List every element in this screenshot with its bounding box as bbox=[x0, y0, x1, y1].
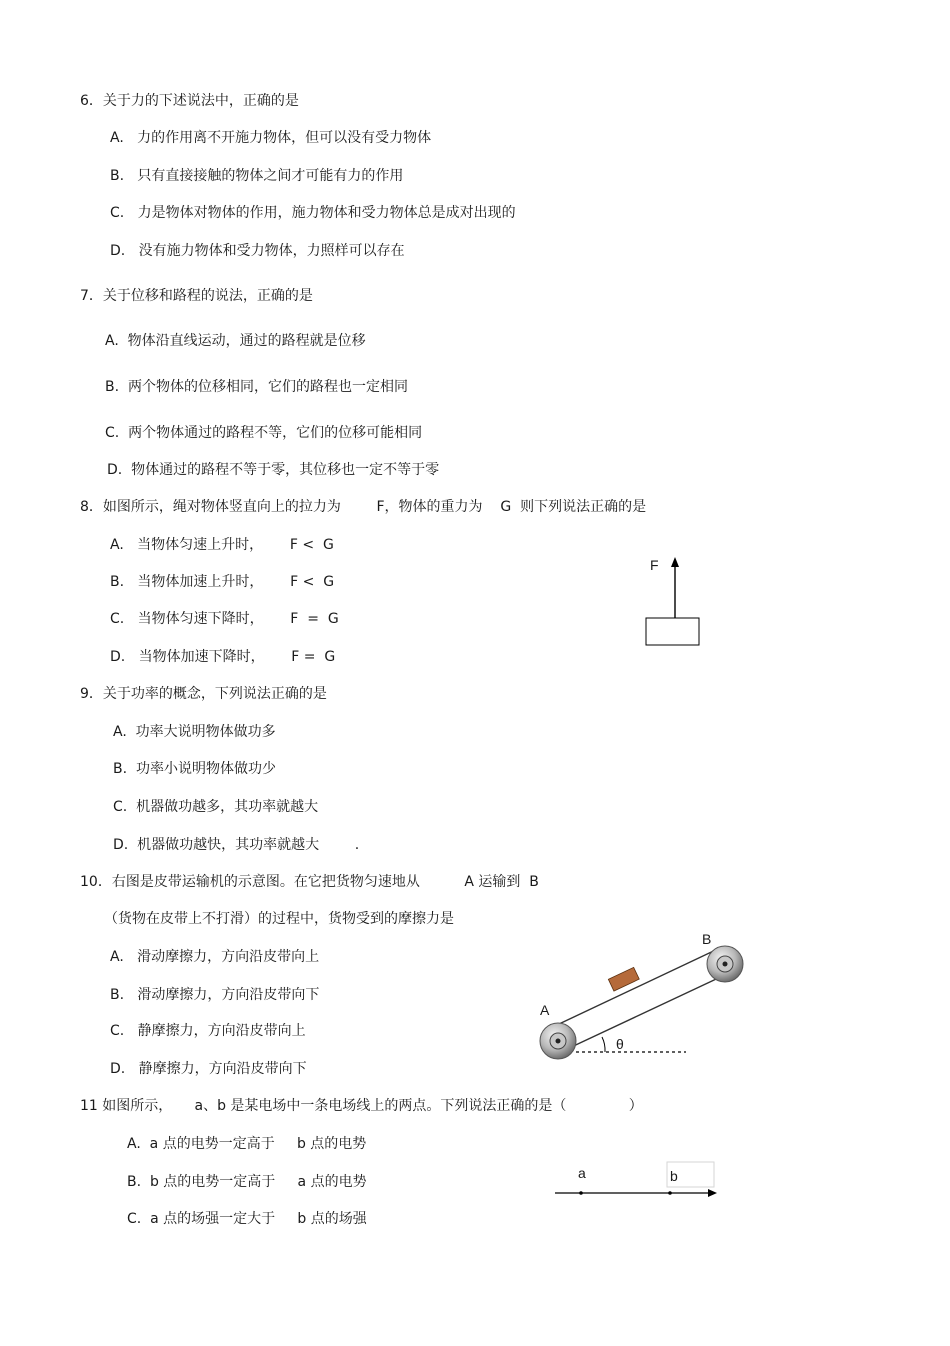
question-10-option-b: B. 滑动摩擦力，方向沿皮带向下 bbox=[110, 987, 320, 1003]
belt-lower bbox=[565, 973, 729, 1050]
question-7-option-b: B. 两个物体的位移相同，它们的路程也一定相同 bbox=[105, 379, 408, 395]
question-11-option-a: A. a 点的电势一定高于 b 点的电势 bbox=[127, 1136, 367, 1152]
question-8-stem: 8．如图所示，绳对物体竖直向上的拉力为 F，物体的重力为 G 则下列说法正确的是 bbox=[80, 499, 647, 515]
question-11-option-c: C. a 点的场强一定大于 b 点的场强 bbox=[127, 1211, 367, 1227]
question-10-option-d: D. 静摩擦力，方向沿皮带向下 bbox=[110, 1061, 307, 1077]
question-8-option-c: C. 当物体匀速下降时， F = G bbox=[110, 611, 339, 627]
point-a-label: A bbox=[540, 1002, 550, 1018]
field-line-svg bbox=[550, 1158, 725, 1203]
question-11-stem: 11 如图所示， a、b 是某电场中一条电场线上的两点。下列说法正确的是（ ） bbox=[80, 1098, 643, 1114]
point-b-label: B bbox=[702, 931, 712, 947]
point-b-label: b bbox=[670, 1168, 678, 1184]
force-diagram bbox=[640, 552, 710, 652]
field-line-diagram bbox=[550, 1158, 725, 1203]
question-7-stem: 7．关于位移和路程的说法，正确的是 bbox=[80, 288, 313, 304]
question-10-option-c: C. 静摩擦力，方向沿皮带向上 bbox=[110, 1023, 306, 1039]
field-line-arrowhead bbox=[708, 1189, 717, 1197]
question-8-option-b: B. 当物体加速上升时， F < G bbox=[110, 574, 335, 590]
pulley-a-axle bbox=[556, 1039, 561, 1044]
point-a-label: a bbox=[578, 1165, 586, 1181]
hanging-block bbox=[646, 618, 699, 645]
question-8-option-a: A. 当物体匀速上升时， F < G bbox=[110, 537, 334, 553]
conveyor-belt-diagram bbox=[530, 925, 760, 1070]
point-a-dot bbox=[579, 1191, 583, 1195]
question-6-option-c: C. 力是物体对物体的作用，施力物体和受力物体总是成对出现的 bbox=[110, 205, 516, 221]
question-9-option-a: A. 功率大说明物体做功多 bbox=[113, 724, 276, 740]
conveyor-belt-svg bbox=[530, 925, 760, 1070]
question-10-stem-line1: 10．右图是皮带运输机的示意图。在它把货物匀速地从 A 运输到 B bbox=[80, 874, 539, 890]
belt-upper bbox=[559, 947, 722, 1024]
question-7-option-d: D. 物体通过的路程不等于零，其位移也一定不等于零 bbox=[107, 462, 440, 478]
angle-theta-label: θ bbox=[616, 1036, 624, 1052]
question-10-option-a: A. 滑动摩擦力，方向沿皮带向上 bbox=[110, 949, 320, 965]
question-6-stem: 6．关于力的下述说法中，正确的是 bbox=[80, 93, 299, 109]
question-11-option-b: B. b 点的电势一定高于 a 点的电势 bbox=[127, 1174, 367, 1190]
question-10-stem-line2: （货物在皮带上不打滑）的过程中，货物受到的摩擦力是 bbox=[104, 911, 454, 927]
question-7-option-c: C. 两个物体通过的路程不等，它们的位移可能相同 bbox=[105, 425, 423, 441]
force-arrowhead bbox=[671, 557, 679, 567]
angle-arc bbox=[602, 1037, 605, 1052]
question-9-option-c: C. 机器做功越多，其功率就越大 bbox=[113, 799, 319, 815]
point-b-dot bbox=[668, 1191, 672, 1195]
question-8-option-d: D. 当物体加速下降时， F = G bbox=[110, 649, 336, 665]
question-9-option-d: D. 机器做功越快，其功率就越大 . bbox=[113, 837, 360, 853]
pulley-b-axle bbox=[723, 962, 728, 967]
force-label: F bbox=[650, 557, 659, 573]
question-9-option-b: B. 功率小说明物体做功少 bbox=[113, 761, 276, 777]
question-6-option-a: A. 力的作用离不开施力物体，但可以没有受力物体 bbox=[110, 130, 432, 146]
question-9-stem: 9．关于功率的概念，下列说法正确的是 bbox=[80, 686, 327, 702]
question-6-option-d: D. 没有施力物体和受力物体，力照样可以存在 bbox=[110, 243, 405, 259]
question-6-option-b: B. 只有直接接触的物体之间才可能有力的作用 bbox=[110, 168, 404, 184]
question-7-option-a: A. 物体沿直线运动，通过的路程就是位移 bbox=[105, 333, 366, 349]
